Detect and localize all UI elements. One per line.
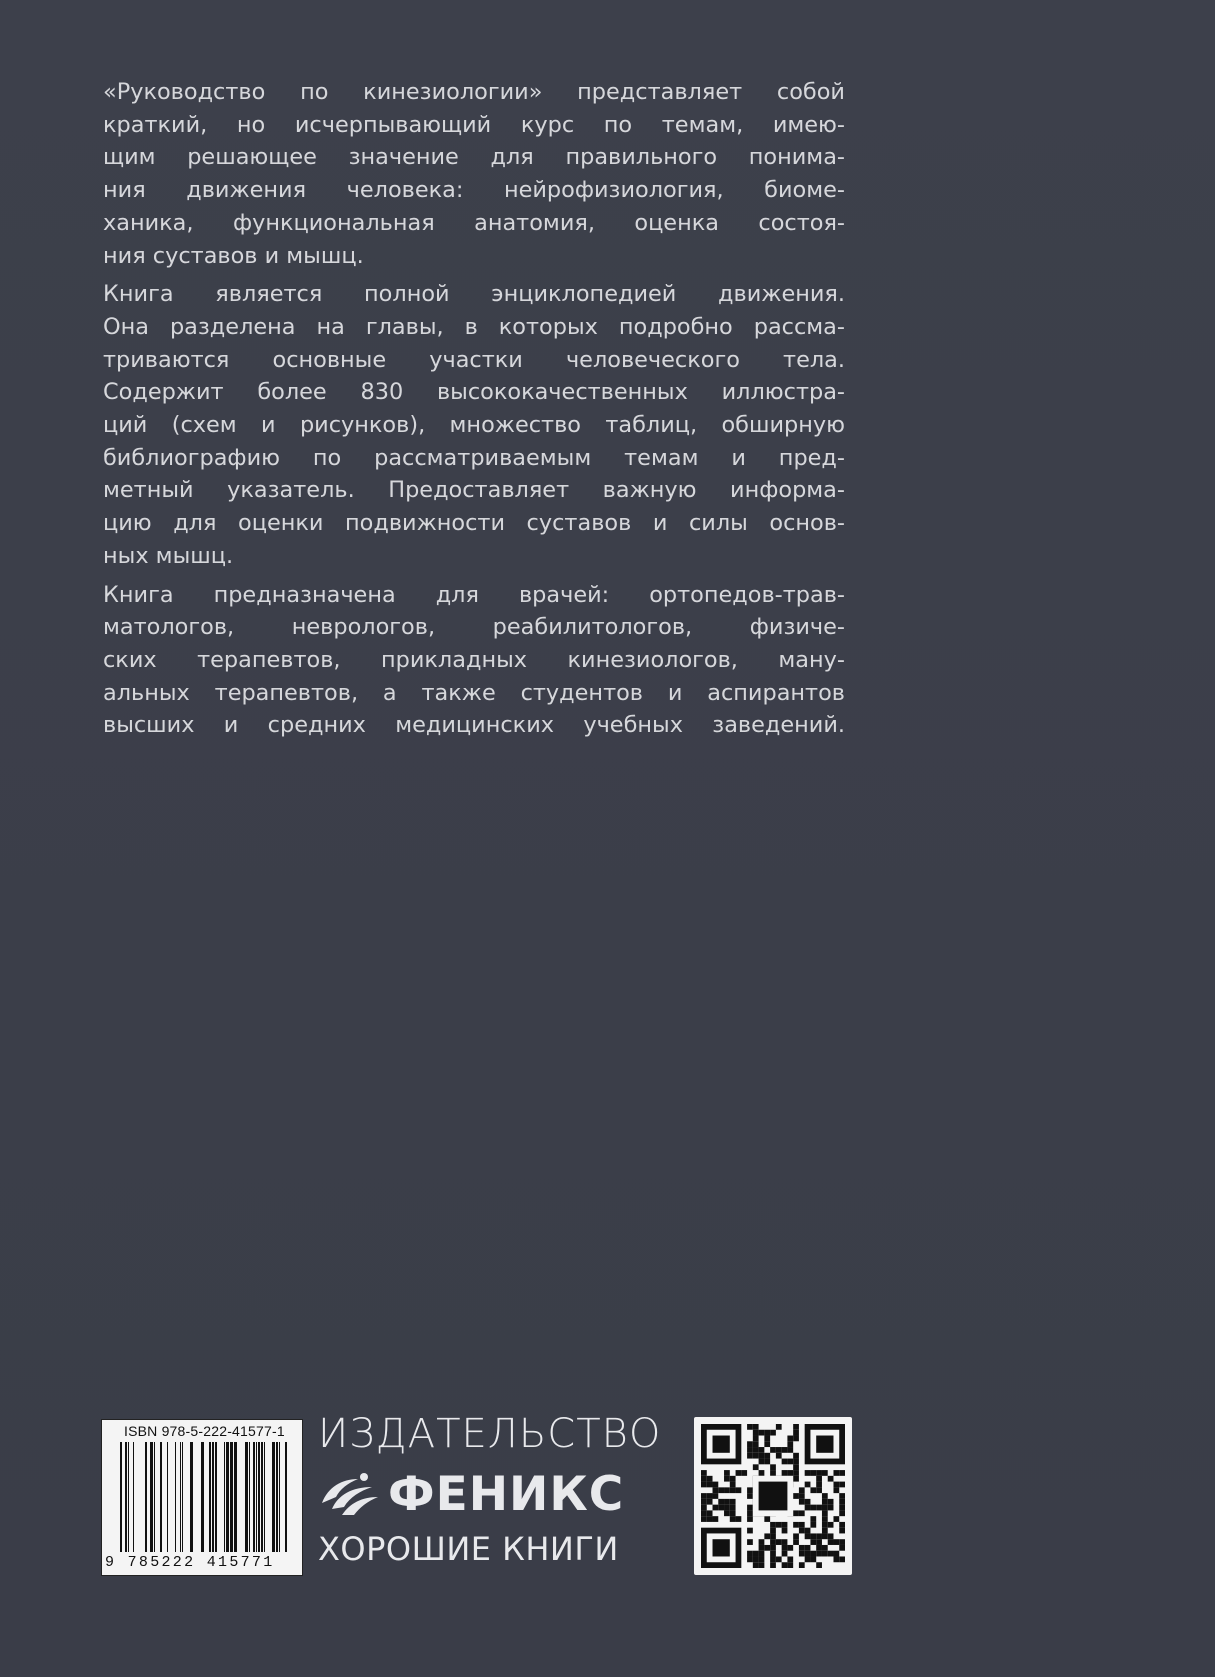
text-line: высших и средних медицинских учебных заведений. (103, 712, 845, 739)
text-line: ханика, функциональная анатомия, оценка состоя- (103, 209, 845, 236)
text-line: Содержит более 830 высококачественных иллюстра- (103, 379, 845, 406)
barcode-bars (102, 1420, 302, 1575)
publisher-brand (318, 1410, 682, 1568)
text-line: библиографию по рассматриваемым темам и пред- (103, 444, 845, 471)
text-line: ния движения человека: нейрофизиология, биоме- (103, 177, 845, 204)
publisher-label: ИЗДАТЕЛЬСТВО (318, 1411, 662, 1457)
description-text (103, 76, 845, 748)
text-line: ций (схем и рисунков), множество таблиц, обширную (103, 412, 845, 439)
isbn-number: ISBN 978-5-222-41577-1 (124, 1423, 285, 1439)
text-line: Она разделена на главы, в которых подробно рассма- (103, 313, 845, 340)
publisher-name: ФЕНИКС (388, 1466, 625, 1522)
text-line: цию для оценки подвижности суставов и силы основ- (103, 510, 845, 537)
paragraph-1 (103, 76, 845, 272)
publisher-name-row (318, 1466, 682, 1522)
text-line: краткий, но исчерпывающий курс по темам, имею- (103, 111, 845, 138)
paragraph-2 (103, 278, 845, 572)
phoenix-logo-icon (318, 1469, 380, 1519)
paragraph-3 (103, 579, 845, 743)
text-line: матологов, неврологов, реабилитологов, физиче- (103, 614, 845, 641)
publisher-slogan: ХОРОШИЕ КНИГИ (318, 1530, 619, 1568)
text-line: ских терапевтов, прикладных кинезиологов, ману- (103, 646, 845, 673)
text-line: ния суставов и мышц. (103, 242, 364, 269)
text-line: ных мышц. (103, 542, 234, 569)
text-line: «Руководство по кинезиологии» представляет собой (103, 79, 845, 105)
text-line: триваются основные участки человеческого тела. (103, 346, 845, 373)
text-line: Книга предназначена для врачей: ортопедов-трав- (103, 581, 845, 608)
qr-code-icon (701, 1424, 845, 1568)
barcode-digits: 9 785222 415771 (105, 1554, 275, 1571)
text-line: щим решающее значение для правильного понима- (103, 144, 845, 171)
qr-code (694, 1417, 852, 1575)
text-line: метный указатель. Предоставляет важную информа- (103, 477, 845, 504)
isbn-barcode (101, 1419, 303, 1576)
text-line: Книга является полной энциклопедией движения. (103, 281, 845, 308)
text-line: альных терапевтов, а также студентов и аспирантов (103, 679, 845, 706)
